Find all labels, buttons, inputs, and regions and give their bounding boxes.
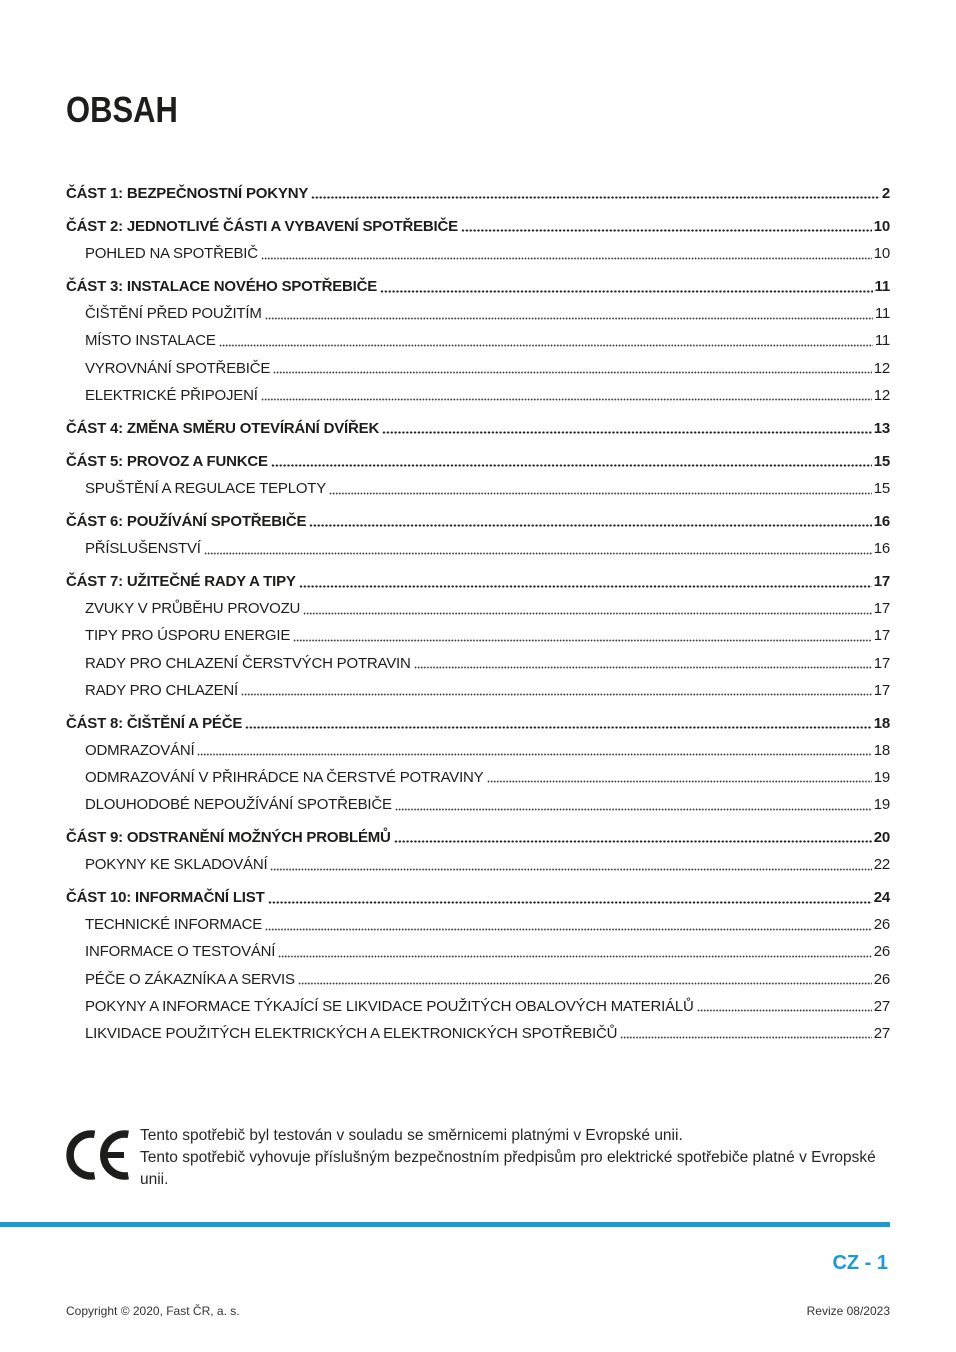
toc-page-number: 12: [873, 359, 890, 377]
toc-page-number: 26: [873, 970, 890, 988]
toc-section-entry: [66, 568, 890, 595]
toc-page-number: 2: [881, 185, 890, 202]
toc-dot-leader: [261, 240, 872, 267]
toc-subsection-entry: [66, 595, 890, 622]
toc-section-entry: [66, 710, 890, 737]
toc-section-entry: [66, 415, 890, 442]
toc-page-number: 26: [873, 916, 890, 934]
toc-entry-title: ČIŠTĚNÍ PŘED POUŽITÍM: [85, 305, 262, 323]
toc-dot-leader: [197, 737, 871, 764]
toc-subsection-entry: [66, 355, 890, 382]
toc-page-number: 10: [873, 218, 890, 236]
toc-dot-leader: [620, 1020, 871, 1047]
toc-page-number: 17: [873, 627, 890, 645]
toc-entry-title: ČÁST 5: PROVOZ A FUNKCE: [66, 452, 268, 470]
toc-dot-leader: [309, 508, 871, 535]
toc-subsection-entry: [66, 240, 890, 267]
toc-page-number: 17: [873, 600, 890, 618]
toc-entry-title: ČÁST 10: INFORMAČNÍ LIST: [66, 889, 265, 907]
toc-dot-leader: [273, 355, 871, 382]
table-of-contents: [66, 180, 890, 1047]
toc-subsection-entry: [66, 764, 890, 791]
toc-subsection-entry: [66, 938, 890, 965]
toc-entry-title: ČÁST 6: POUŽÍVÁNÍ SPOTŘEBIČE: [66, 513, 307, 531]
toc-page-number: 11: [874, 332, 890, 350]
toc-dot-leader: [395, 791, 872, 818]
toc-dot-leader: [219, 327, 873, 354]
toc-entry-title: POKYNY A INFORMACE TÝKAJÍCÍ SE LIKVIDACE POUŽITÝCH OBALOVÝCH MATERIÁLŮ: [85, 997, 694, 1015]
toc-entry-title: ČÁST 4: ZMĚNA SMĚRU OTEVÍRÁNÍ DVÍŘEK: [66, 419, 380, 437]
toc-page-number: 11: [874, 278, 890, 296]
toc-entry-title: RADY PRO CHLAZENÍ: [85, 681, 239, 699]
toc-entry-title: ČÁST 8: ČIŠTĚNÍ A PÉČE: [66, 714, 243, 732]
toc-page-number: 27: [873, 1024, 890, 1042]
toc-subsection-entry: [66, 300, 890, 327]
toc-dot-leader: [265, 300, 873, 327]
ce-notice-line: Tento spotřebič byl testován v souladu se směrnicemi platnými v Evropské unii.: [140, 1127, 683, 1144]
toc-subsection-entry: [66, 993, 890, 1020]
toc-subsection-entry: [66, 327, 890, 354]
toc-dot-leader: [298, 966, 872, 993]
toc-section-entry: [66, 448, 890, 475]
toc-subsection-entry: [66, 382, 890, 409]
toc-dot-leader: [265, 911, 872, 938]
toc-dot-leader: [303, 595, 872, 622]
toc-entry-title: POHLED NA SPOTŘEBIČ: [85, 245, 258, 263]
toc-entry-title: LIKVIDACE POUŽITÝCH ELEKTRICKÝCH A ELEKTRONICKÝCH SPOTŘEBIČŮ: [85, 1024, 618, 1042]
toc-page-number: 26: [873, 943, 890, 961]
toc-subsection-entry: [66, 911, 890, 938]
toc-dot-leader: [278, 938, 871, 965]
toc-page-number: 17: [873, 573, 890, 591]
toc-subsection-entry: [66, 966, 890, 993]
toc-entry-title: ODMRAZOVÁNÍ: [85, 741, 195, 759]
toc-entry-title: DLOUHODOBÉ NEPOUŽÍVÁNÍ SPOTŘEBIČE: [85, 795, 392, 813]
toc-page-number: 18: [873, 741, 890, 759]
toc-page-number: 27: [873, 997, 890, 1015]
ce-mark-icon: [66, 1130, 130, 1180]
toc-dot-leader: [261, 382, 872, 409]
toc-subsection-entry: [66, 1020, 890, 1047]
toc-dot-leader: [299, 568, 872, 595]
toc-entry-title: ČÁST 3: INSTALACE NOVÉHO SPOTŘEBIČE: [66, 278, 378, 296]
toc-dot-leader: [271, 448, 872, 475]
toc-dot-leader: [329, 475, 872, 502]
toc-dot-leader: [270, 851, 871, 878]
toc-dot-leader: [380, 273, 872, 300]
toc-section-entry: [66, 213, 890, 240]
toc-page-number: 16: [873, 540, 890, 558]
toc-dot-leader: [311, 180, 880, 207]
toc-entry-title: ČÁST 7: UŽITEČNÉ RADY A TIPY: [66, 573, 296, 591]
toc-dot-leader: [461, 213, 872, 240]
toc-dot-leader: [293, 622, 872, 649]
toc-entry-title: PŘÍSLUŠENSTVÍ: [85, 540, 201, 558]
toc-page-number: 11: [874, 305, 890, 323]
toc-section-entry: [66, 884, 890, 911]
toc-dot-leader: [245, 710, 872, 737]
toc-section-entry: [66, 180, 890, 207]
ce-conformity-notice: [140, 1125, 888, 1191]
toc-entry-title: PÉČE O ZÁKAZNÍKA A SERVIS: [85, 970, 295, 988]
toc-page-number: 16: [873, 513, 890, 531]
page-number: CZ - 1: [832, 1252, 888, 1274]
toc-entry-title: TIPY PRO ÚSPORU ENERGIE: [85, 627, 291, 645]
toc-subsection-entry: [66, 791, 890, 818]
toc-entry-title: ČÁST 2: JEDNOTLIVÉ ČÁSTI A VYBAVENÍ SPOTŘEBIČE: [66, 218, 458, 236]
toc-page-number: 19: [873, 768, 890, 786]
toc-dot-leader: [414, 650, 872, 677]
toc-entry-title: VYROVNÁNÍ SPOTŘEBIČE: [85, 359, 271, 377]
toc-subsection-entry: [66, 737, 890, 764]
copyright-notice: Copyright © 2020, Fast ČR, a. s.: [66, 1304, 240, 1318]
toc-entry-title: RADY PRO CHLAZENÍ ČERSTVÝCH POTRAVIN: [85, 654, 411, 672]
ce-notice-line: Tento spotřebič vyhovuje příslušným bezpečnostním předpisům pro elektrické spotřebiče platné v Evropské unii.: [140, 1149, 876, 1188]
toc-subsection-entry: [66, 535, 890, 562]
toc-page-number: 18: [873, 714, 890, 732]
toc-entry-title: ČÁST 9: ODSTRANĚNÍ MOŽNÝCH PROBLÉMŮ: [66, 829, 391, 847]
toc-subsection-entry: [66, 677, 890, 704]
toc-entry-title: ZVUKY V PRŮBĚHU PROVOZU: [85, 600, 301, 618]
toc-dot-leader: [487, 764, 872, 791]
toc-page-number: 22: [873, 856, 890, 874]
toc-dot-leader: [241, 677, 872, 704]
toc-dot-leader: [204, 535, 872, 562]
toc-dot-leader: [382, 415, 872, 442]
toc-subsection-entry: [66, 475, 890, 502]
toc-dot-leader: [697, 993, 872, 1020]
toc-page-number: 13: [873, 419, 890, 437]
toc-section-entry: [66, 273, 890, 300]
toc-dot-leader: [268, 884, 872, 911]
toc-entry-title: TECHNICKÉ INFORMACE: [85, 916, 263, 934]
toc-dot-leader: [394, 824, 872, 851]
toc-page-number: 17: [873, 654, 890, 672]
toc-section-entry: [66, 824, 890, 851]
toc-page-number: 15: [873, 479, 890, 497]
toc-entry-title: ELEKTRICKÉ PŘIPOJENÍ: [85, 386, 258, 404]
toc-entry-title: ČÁST 1: BEZPEČNOSTNÍ POKYNY: [66, 185, 309, 202]
toc-section-entry: [66, 508, 890, 535]
toc-entry-title: MÍSTO INSTALACE: [85, 332, 216, 350]
toc-entry-title: POKYNY KE SKLADOVÁNÍ: [85, 856, 268, 874]
footer-divider: [0, 1222, 890, 1227]
toc-subsection-entry: [66, 851, 890, 878]
toc-entry-title: ODMRAZOVÁNÍ V PŘIHRÁDCE NA ČERSTVÉ POTRAVINY: [85, 768, 484, 786]
toc-subsection-entry: [66, 650, 890, 677]
toc-page-number: 17: [873, 681, 890, 699]
toc-entry-title: SPUŠTĚNÍ A REGULACE TEPLOTY: [85, 479, 327, 497]
toc-page-number: 15: [873, 452, 890, 470]
toc-subsection-entry: [66, 622, 890, 649]
revision-label: Revize 08/2023: [806, 1304, 890, 1318]
toc-page-number: 24: [873, 889, 890, 907]
toc-page-number: 19: [873, 795, 890, 813]
toc-page-number: 20: [873, 829, 890, 847]
toc-page-number: 12: [873, 386, 890, 404]
toc-page-number: 10: [873, 245, 890, 263]
page-title: OBSAH: [66, 89, 178, 130]
toc-entry-title: INFORMACE O TESTOVÁNÍ: [85, 943, 276, 961]
